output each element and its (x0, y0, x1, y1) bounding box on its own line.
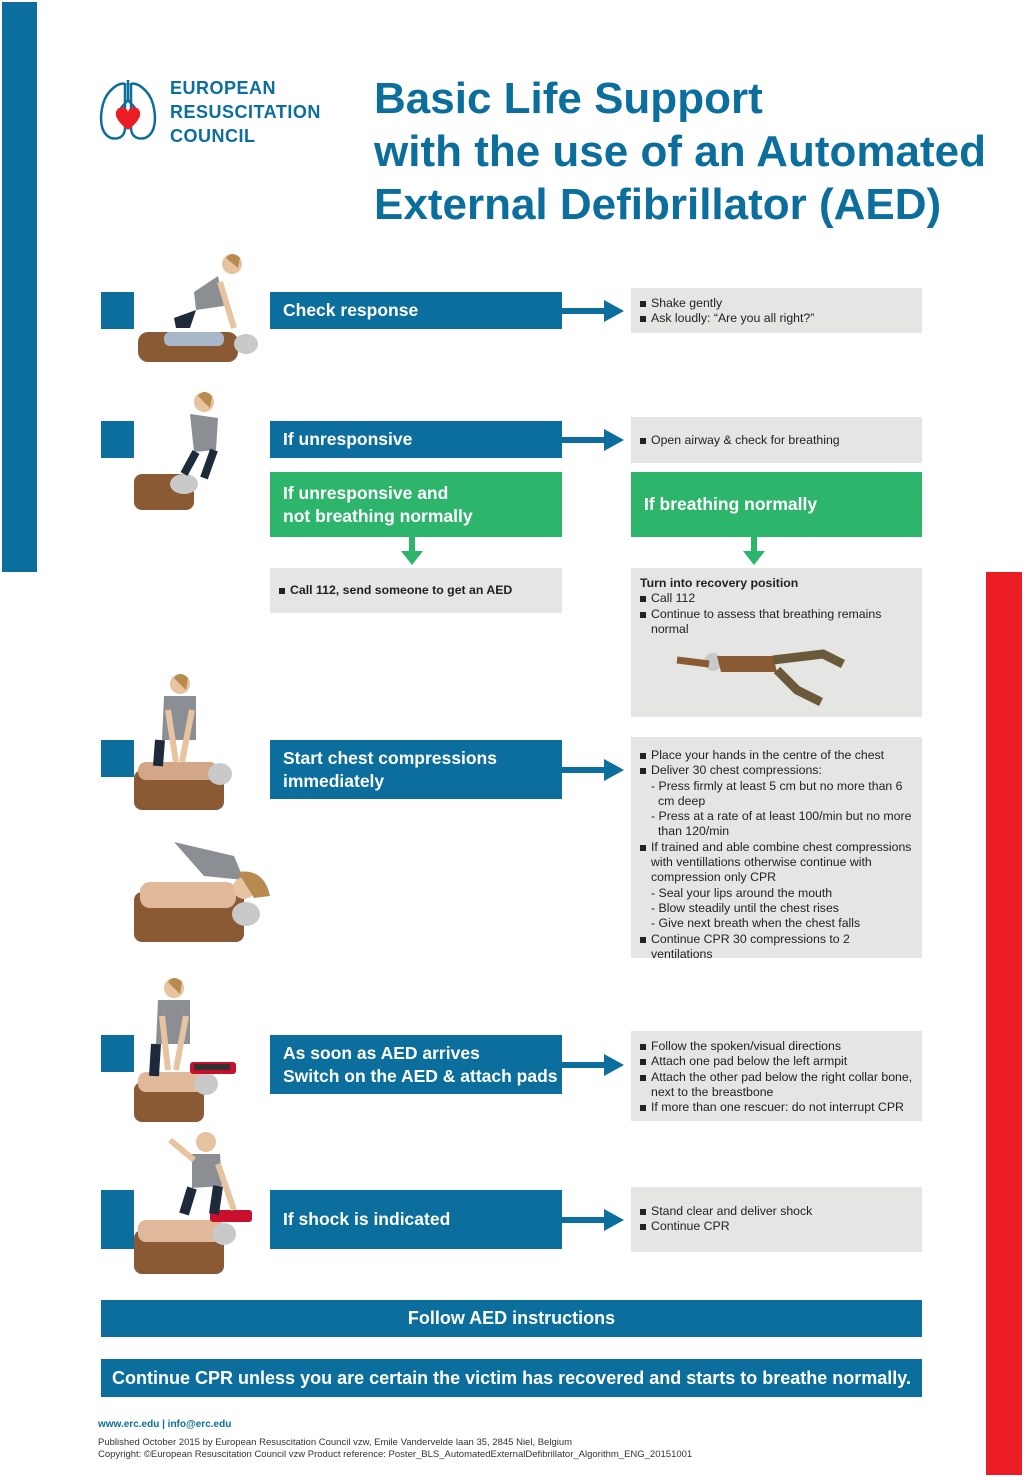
org-name-line: EUROPEAN (170, 78, 277, 98)
info-subitem: - Seal your lips around the mouth (651, 885, 833, 900)
step-chest-compressions: Start chest compressions immediately (270, 740, 562, 799)
info-item: Place your hands in the centre of the chest (640, 748, 914, 763)
info-item: Deliver 30 chest compressions: (640, 763, 914, 778)
right-accent-bar (986, 572, 1022, 1475)
arrow-right-icon (562, 1054, 624, 1076)
info-item: If more than one rescuer: do not interrupt CPR (640, 1100, 914, 1115)
step-marker (101, 292, 134, 329)
step-aed-arrives: As soon as AED arrives Switch on the AED & attach pads (270, 1035, 562, 1094)
step-marker (101, 740, 134, 777)
footer-published: Published October 2015 by European Resuscitation Council vzw, Emile Vandervelde laan 35, 2845 Niel, Belgium (98, 1437, 573, 1448)
step-marker (101, 1035, 134, 1072)
info-subitem: - Blow steadily until the chest rises (651, 900, 839, 915)
branch-breathing-normally: If breathing normally (631, 472, 922, 537)
footer-links[interactable]: www.erc.edu | info@erc.edu (98, 1419, 232, 1430)
left-accent-bar (2, 2, 37, 572)
info-item: Continue CPR (640, 1219, 914, 1234)
info-item: Call 112, send someone to get an AED (279, 583, 554, 598)
follow-aed-bar: Follow AED instructions (101, 1300, 922, 1337)
info-item: Attach one pad below the left armpit (640, 1054, 914, 1069)
branch-not-breathing: If unresponsive and not breathing normally (270, 472, 562, 537)
recovery-heading: Turn into recovery position (640, 576, 799, 590)
org-name (170, 76, 321, 148)
arrow-right-icon (562, 429, 624, 451)
recovery-position-photo (673, 626, 853, 710)
info-item: Ask loudly: “Are you all right?” (640, 311, 914, 326)
open-airway-photo (134, 388, 262, 514)
info-check-response (631, 288, 922, 333)
org-name-line: COUNCIL (170, 126, 256, 146)
info-item: Follow the spoken/visual directions (640, 1039, 914, 1054)
info-if-unresponsive (631, 417, 922, 463)
info-item: Attach the other pad below the right collar bone, next to the breastbone (640, 1070, 914, 1101)
arrow-right-icon (562, 1209, 624, 1231)
info-subitem: - Give next breath when the chest falls (651, 916, 861, 931)
info-subitem: - Press at a rate of at least 100/min but no more than 120/min (651, 809, 912, 839)
info-item: Continue CPR 30 compressions to 2 ventilations (640, 932, 914, 963)
arrow-down-icon (743, 537, 765, 567)
info-aed-arrives (631, 1031, 922, 1121)
step-shock-indicated: If shock is indicated (270, 1190, 562, 1249)
erc-logo-icon (97, 78, 159, 142)
org-name-line: RESUSCITATION (170, 102, 321, 122)
info-item: Stand clear and deliver shock (640, 1204, 914, 1219)
step-marker (101, 421, 134, 458)
info-item: Open airway & check for breathing (640, 433, 914, 448)
info-chest-compressions (631, 737, 922, 961)
arrow-down-icon (401, 537, 423, 567)
rescue-breaths-photo (134, 832, 284, 946)
deliver-shock-photo (134, 1130, 262, 1276)
info-shock (631, 1187, 922, 1252)
info-subitem: - Press firmly at least 5 cm but no more than 6 cm deep (651, 778, 903, 808)
info-item: Shake gently (640, 296, 914, 311)
step-if-unresponsive: If unresponsive (270, 421, 562, 458)
attach-pads-photo (134, 972, 262, 1124)
check-response-photo (134, 248, 262, 376)
footer-copyright: Copyright: ©European Resuscitation Council vzw Product reference: Poster_BLS_AutomatedExternalDefibrillator_Algorithm_ENG_20151001 (98, 1449, 693, 1460)
page-title: Basic Life Support with the use of an Automated External Defibrillator (AED) (374, 74, 986, 229)
info-item: Call 112 (640, 591, 914, 606)
arrow-right-icon (562, 300, 624, 322)
step-marker (101, 1190, 134, 1249)
continue-cpr-bar: Continue CPR unless you are certain the victim has recovered and starts to breathe normally. (101, 1359, 922, 1397)
info-call-112 (270, 568, 562, 613)
step-check-response: Check response (270, 292, 562, 329)
info-item: Continue to assess that breathing remains normal (640, 607, 914, 638)
chest-compressions-photo (134, 670, 262, 815)
info-recovery-position (631, 568, 922, 717)
arrow-right-icon (562, 759, 624, 781)
info-item: If trained and able combine chest compressions with ventillations otherwise continue with compression only CPR (640, 840, 914, 886)
